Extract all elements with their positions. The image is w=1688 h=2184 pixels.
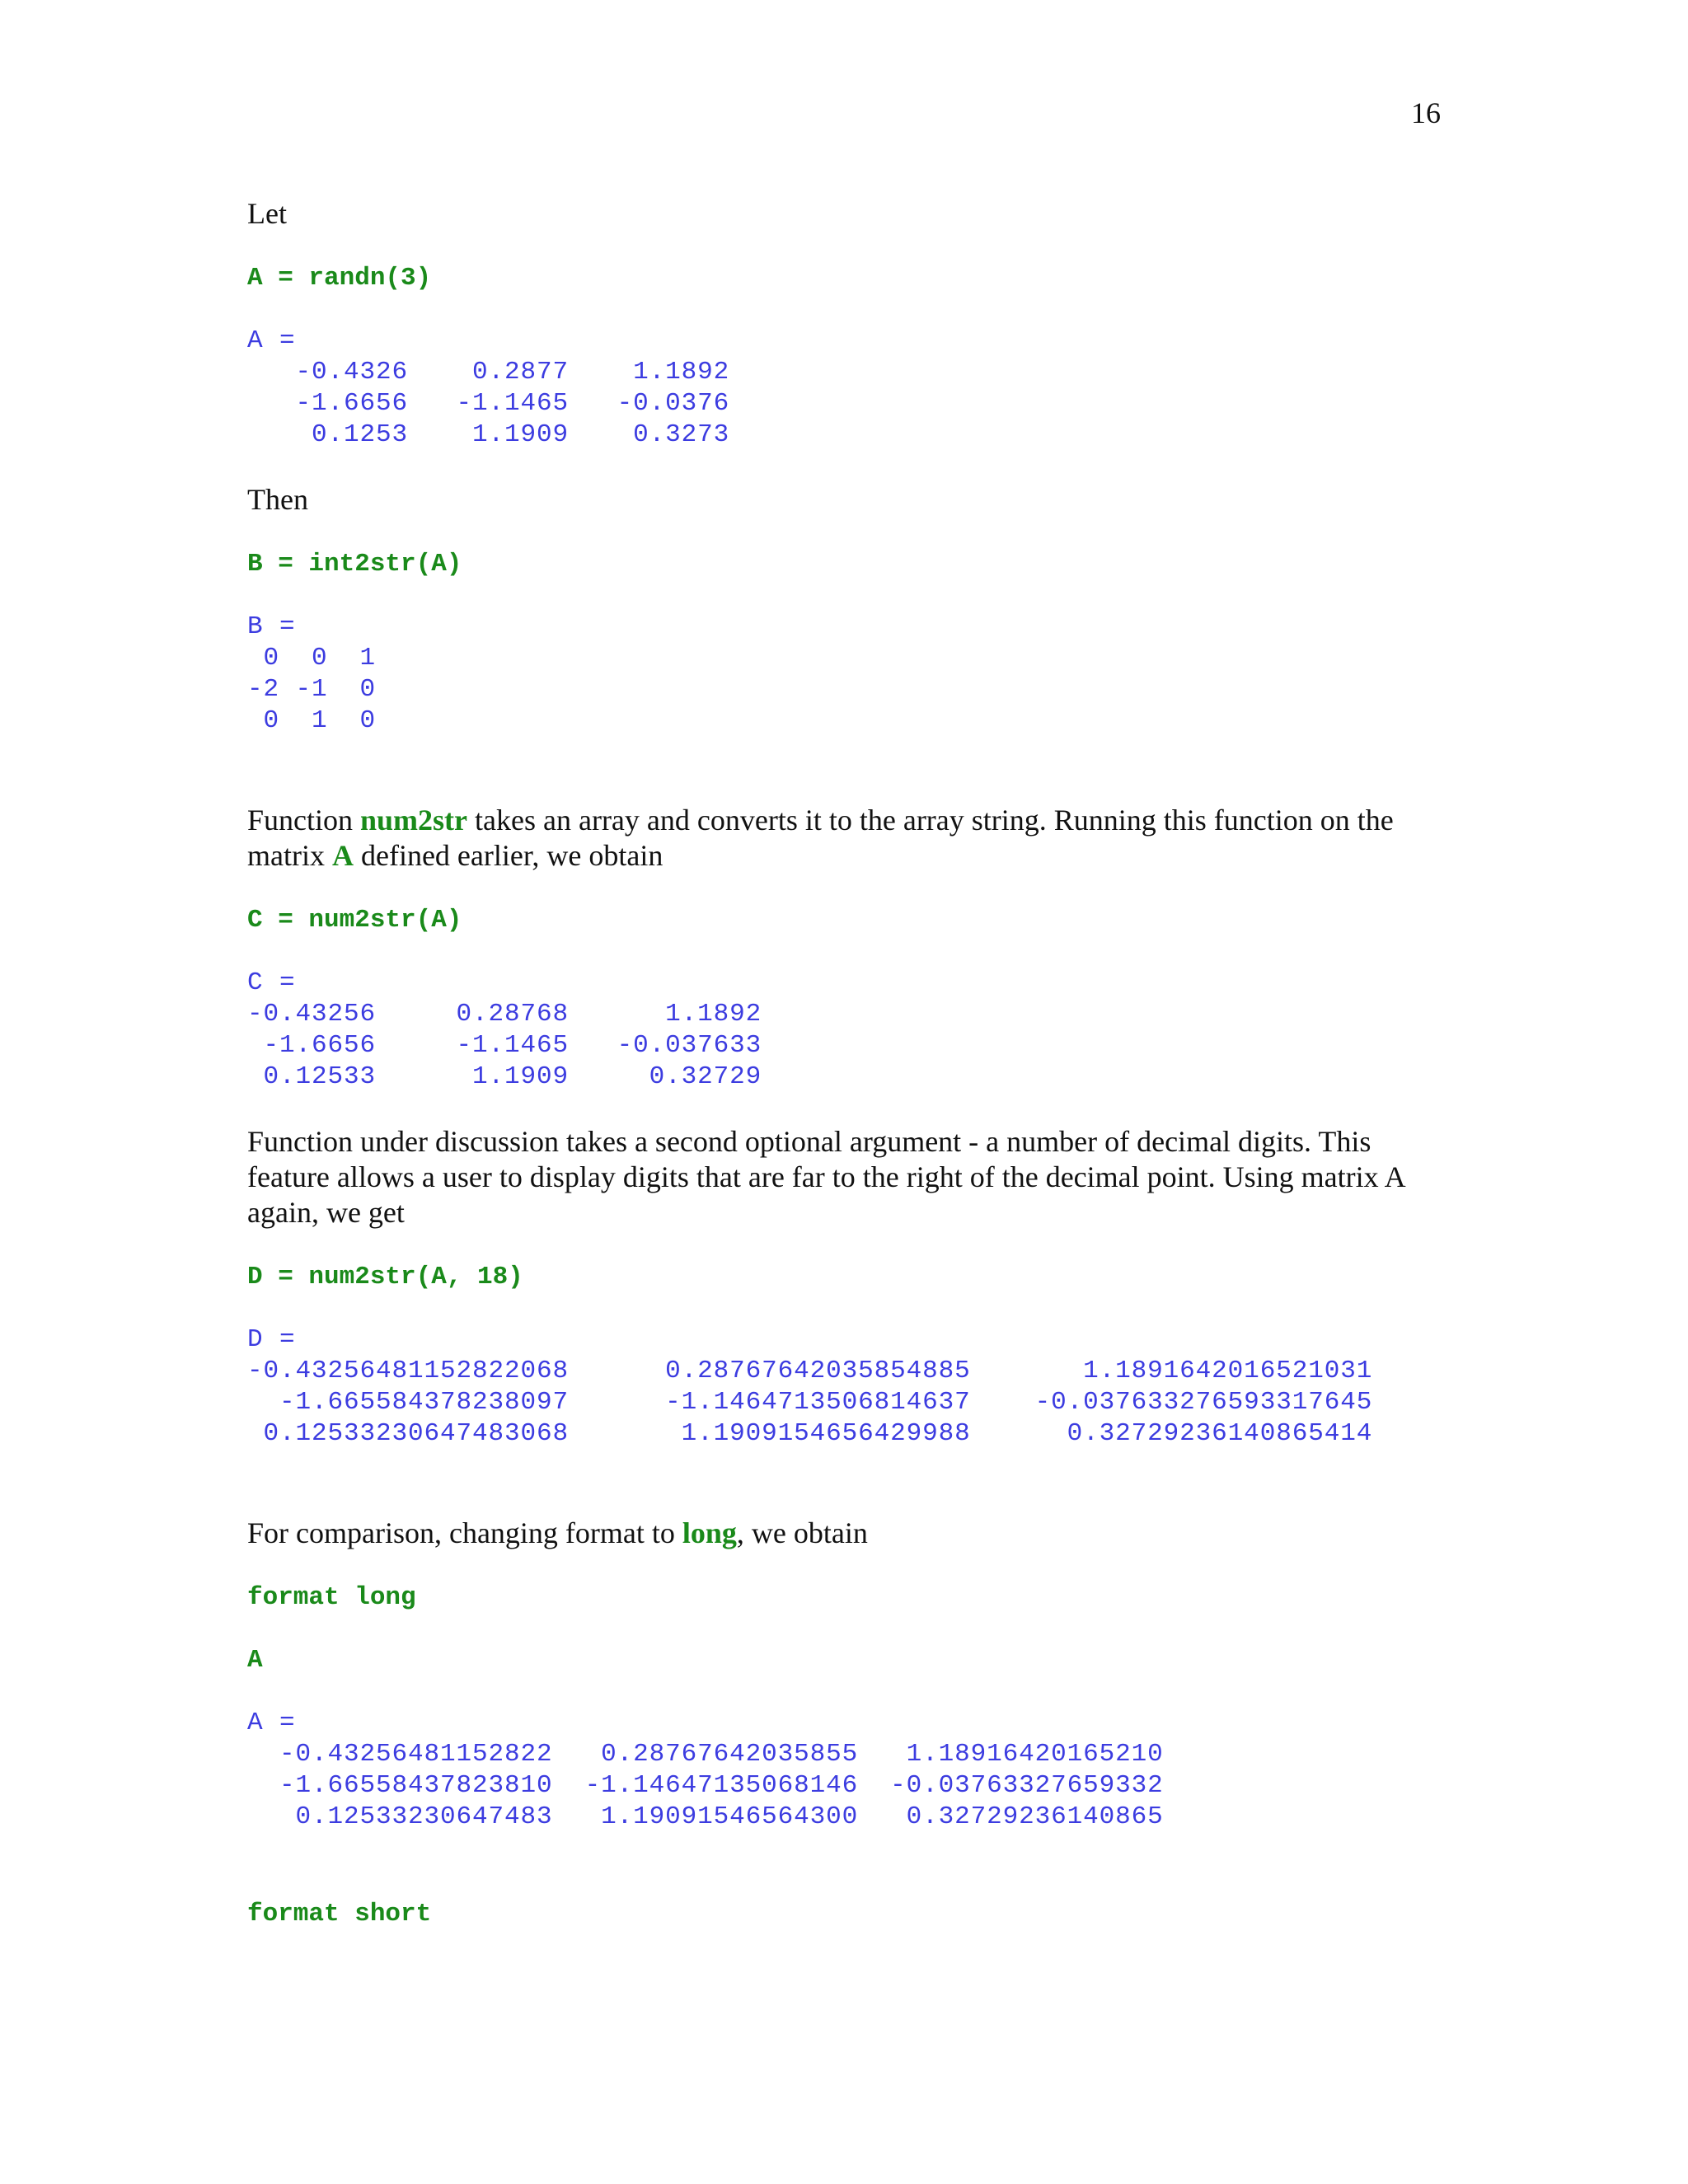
paragraph-num2str [247,803,1442,874]
output-matrix-a-short: A = -0.4326 0.2877 1.1892 -1.6656 -1.1465 -0.0376 0.1253 1.1909 0.3273 [247,326,730,449]
paragraph-num2str-pre: Function [247,804,361,837]
output-matrix-a-long: A = -0.43256481152822 0.28767642035855 1.18916420165210 -1.66558437823810 -1.14647135068146 -0.03763327659332 0.12533230647483 1.19091546564300 0.32729236140865 [247,1708,1164,1831]
output-matrix-b: B = 0 0 1 -2 -1 0 0 1 0 [247,612,377,735]
command-num2str: C = num2str(A) [247,906,462,935]
command-format-short: format short [247,1900,432,1929]
let-label: Let [247,197,287,230]
paragraph-digits: Function under discussion takes a second optional argument - a number of decimal digits. This feature allows a user to display digits that are far to the right of the decimal point. Using matrix A again, we get [247,1125,1404,1229]
paragraph-compare-post: , we obtain [736,1516,868,1549]
paragraph-num2str-post: defined earlier, we obtain [353,839,663,872]
output-matrix-c: C = -0.43256 0.28768 1.1892 -1.6656 -1.1465 -0.037633 0.12533 1.1909 0.32729 [247,968,762,1091]
output-matrix-d: D = -0.43256481152822068 0.28767642035854885 1.1891642016521031 -1.665584378238097 -1.1464713506814637 -0.037633276593317645 0.12533230647483068 1.1909154656429988 0.32729236140865414 [247,1325,1373,1448]
keyword-a: A [331,839,354,872]
command-int2str: B = int2str(A) [247,550,462,579]
page-number: 16 [1411,96,1441,129]
command-randn: A = randn(3) [247,264,432,293]
command-a: A [247,1646,263,1675]
keyword-num2str: num2str [360,804,468,837]
command-format-long: format long [247,1583,416,1612]
paragraph-compare [247,1516,1442,1551]
keyword-long: long [682,1516,737,1549]
paragraph-compare-pre: For comparison, changing format to [247,1516,682,1549]
paragraph-num2str-mid: takes an array and converts it to the array string. Running this function on the matrix [247,804,1394,872]
then-label: Then [247,483,308,516]
page-content [247,196,1442,1930]
command-num2str-18: D = num2str(A, 18) [247,1263,523,1291]
